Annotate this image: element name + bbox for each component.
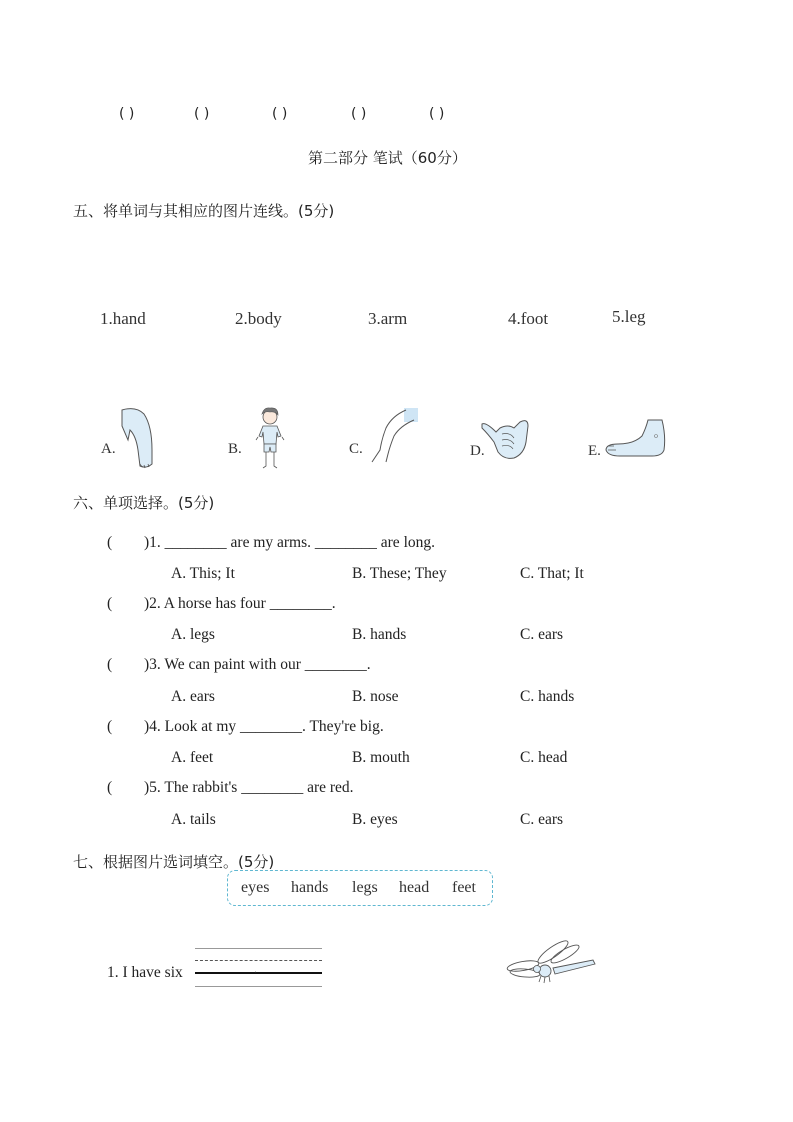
- answer-bracket[interactable]: (: [107, 595, 113, 612]
- match-word-hand: 1.hand: [100, 309, 146, 328]
- answer-bracket[interactable]: ( ): [194, 106, 210, 122]
- option-b[interactable]: B. eyes: [352, 811, 398, 828]
- option-b[interactable]: B. These; They: [352, 565, 447, 582]
- option-a[interactable]: A. legs: [171, 626, 215, 643]
- leg-icon: [366, 406, 420, 466]
- fill-item-1-text: 1. I have six: [107, 964, 183, 981]
- hand-icon: [480, 416, 534, 464]
- match-word-body: 2.body: [235, 309, 282, 328]
- question-text: )3. We can paint with our ________.: [144, 656, 371, 673]
- picture-label-e: E.: [588, 443, 601, 459]
- option-c[interactable]: C. ears: [520, 811, 564, 828]
- option-a[interactable]: A. feet: [171, 749, 214, 766]
- question-text: )1. ________ are my arms. ________ are long.: [144, 534, 435, 551]
- option-a[interactable]: A. tails: [171, 811, 216, 828]
- answer-bracket[interactable]: ( ): [429, 106, 445, 122]
- match-word-leg: 5.leg: [612, 307, 646, 326]
- option-c[interactable]: C. hands: [520, 688, 575, 705]
- section-5-title: 五、将单词与其相应的图片连线。(5分): [73, 202, 335, 220]
- option-c[interactable]: C. head: [520, 749, 568, 766]
- picture-label-b: B.: [228, 441, 242, 457]
- fill-item-1-end: .: [254, 962, 257, 976]
- answer-bracket[interactable]: ( ): [351, 106, 367, 122]
- option-b[interactable]: B. hands: [352, 626, 407, 643]
- word-bank-item: feet: [452, 879, 476, 896]
- word-bank-item: hands: [291, 879, 329, 896]
- word-bank-item: legs: [352, 879, 378, 896]
- picture-label-a: A.: [101, 441, 116, 457]
- part-title: 第二部分 笔试（60分）: [308, 149, 467, 167]
- match-word-arm: 3.arm: [368, 309, 408, 328]
- option-c[interactable]: C. That; It: [520, 565, 584, 582]
- option-b[interactable]: B. nose: [352, 688, 399, 705]
- question-text: )2. A horse has four ________.: [144, 595, 336, 612]
- arm-icon: [118, 406, 158, 472]
- question-text: )4. Look at my ________. They're big.: [144, 718, 384, 735]
- question-text: )5. The rabbit's ________ are red.: [144, 779, 354, 796]
- picture-label-d: D.: [470, 443, 485, 459]
- word-bank-item: head: [399, 879, 430, 896]
- match-word-foot: 4.foot: [508, 309, 549, 328]
- option-a[interactable]: A. This; It: [171, 565, 235, 582]
- picture-label-c: C.: [349, 441, 363, 457]
- word-bank-item: eyes: [241, 879, 270, 896]
- answer-bracket[interactable]: ( ): [119, 106, 135, 122]
- section-7-title: 七、根据图片选词填空。(5分): [73, 853, 275, 871]
- answer-bracket[interactable]: (: [107, 718, 113, 735]
- word-bank: [227, 870, 493, 906]
- answer-bracket[interactable]: (: [107, 656, 113, 673]
- answer-bracket[interactable]: (: [107, 779, 113, 796]
- option-c[interactable]: C. ears: [520, 626, 564, 643]
- body-icon: [250, 406, 290, 472]
- option-a[interactable]: A. ears: [171, 688, 215, 705]
- section-6-title: 六、单项选择。(5分): [73, 494, 215, 512]
- answer-bracket[interactable]: (: [107, 534, 113, 551]
- option-b[interactable]: B. mouth: [352, 749, 410, 766]
- answer-bracket[interactable]: ( ): [272, 106, 288, 122]
- foot-icon: [604, 418, 668, 460]
- dragonfly-icon: [503, 938, 599, 988]
